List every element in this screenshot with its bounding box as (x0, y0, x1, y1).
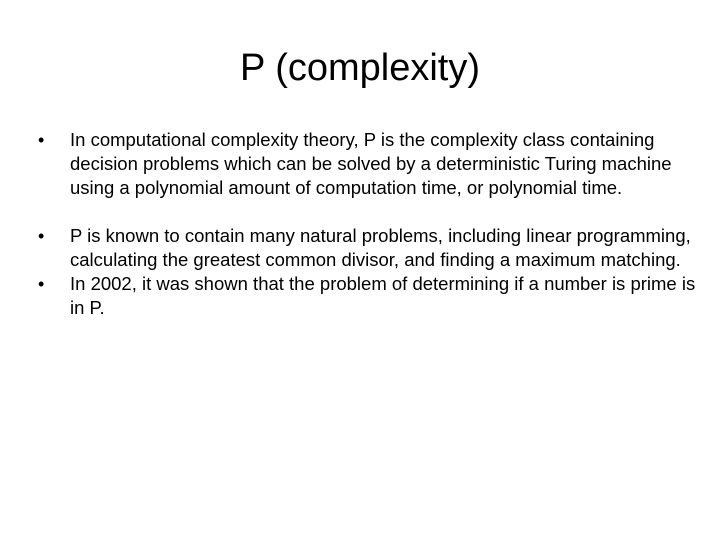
bullet-text: In 2002, it was shown that the problem of determining if a number is prime is in P. (70, 273, 696, 318)
bullet-marker: • (38, 130, 45, 150)
bullet-text: In computational complexity theory, P is the complexity class containing decision problems which can be solved by a deterministic Turing machine using a polynomial amount of computation time, or polynomial time. (70, 129, 672, 198)
bullet-item-1 (36, 128, 696, 200)
slide-title: P (complexity) (239, 47, 481, 89)
bullet-item-2 (36, 224, 696, 272)
bullet-marker: • (38, 274, 45, 294)
bullet-item-3 (36, 272, 696, 320)
bullet-text: P is known to contain many natural problems, including linear programming, calculating the greatest common divisor, and finding a maximum matching. (70, 225, 691, 270)
bullet-marker: • (38, 226, 45, 246)
bullet-list (36, 128, 696, 320)
